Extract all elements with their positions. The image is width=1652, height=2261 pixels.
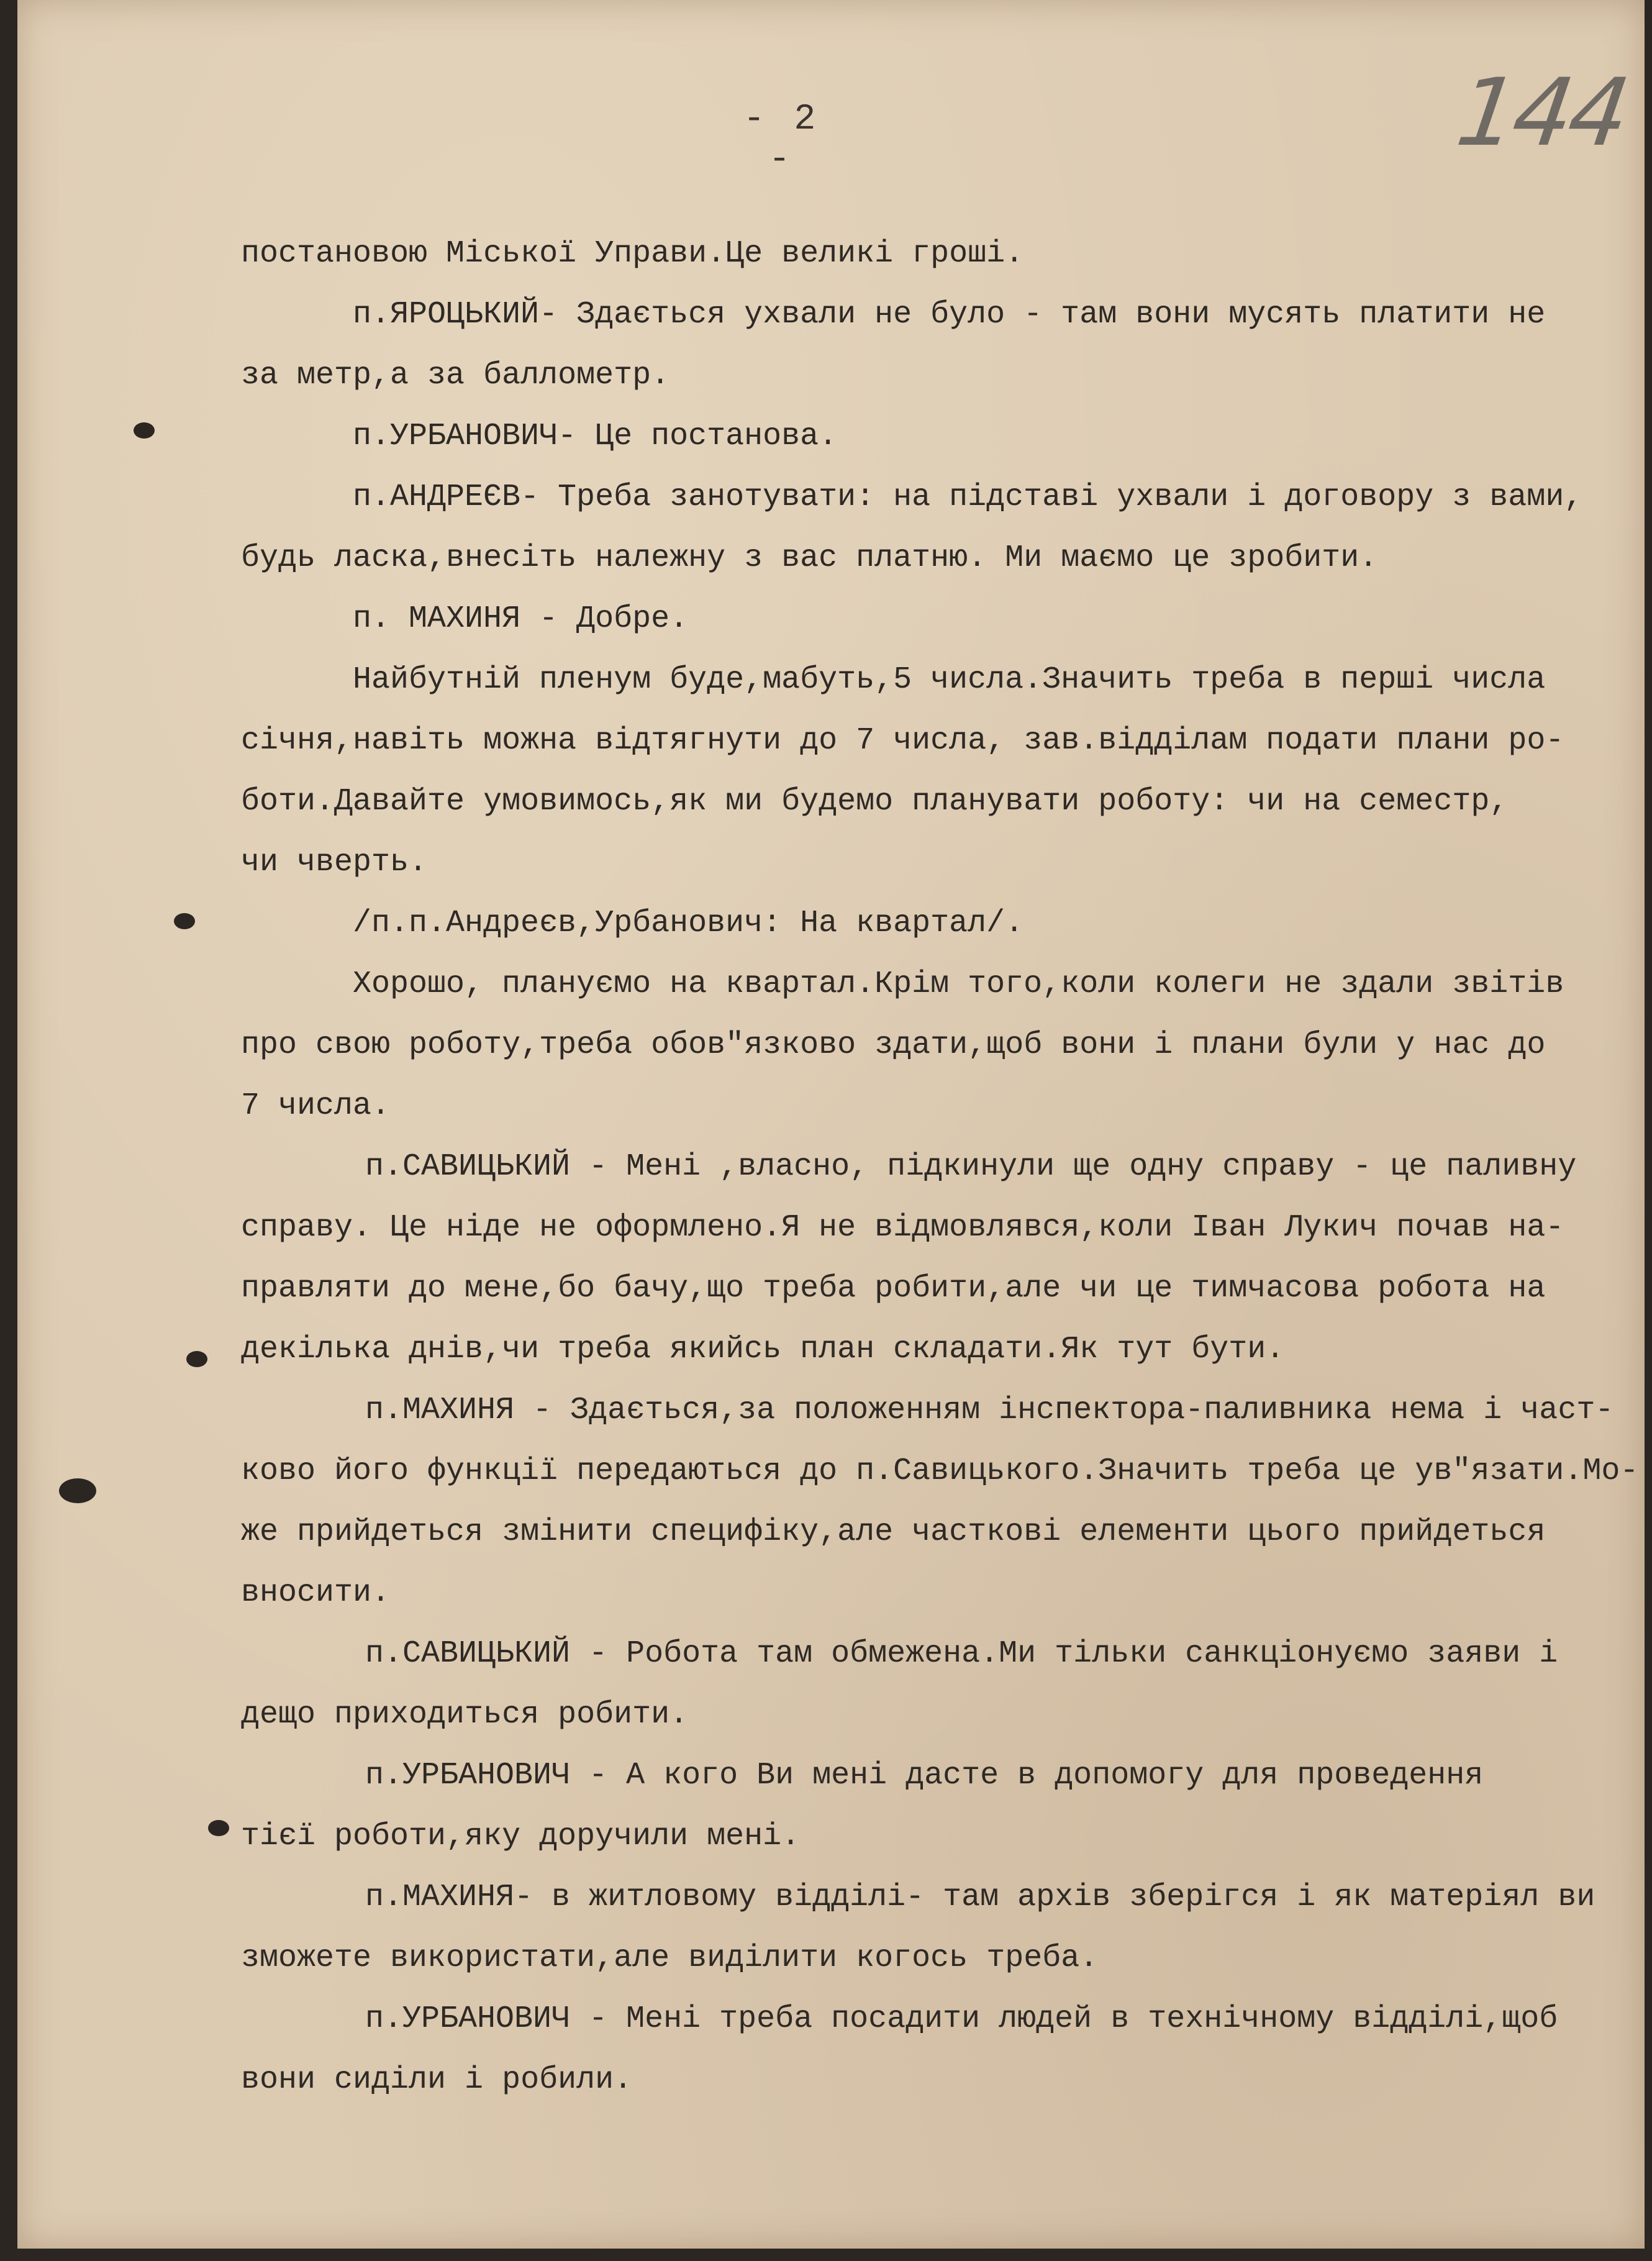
text-line: за метр,а за баллометр.	[241, 358, 670, 393]
text-line: про свою роботу,треба обов"язково здати,щоб вони і плани були у нас до	[241, 1027, 1546, 1063]
text-line: ково його функції передаються до п.Савицького.Значить треба це ув"язати.Мо-	[241, 1454, 1639, 1489]
punch-hole	[174, 913, 195, 929]
text-line: п.АНДРЕЄВ- Треба занотувати: на підставі ухвали і договору з вами,	[353, 480, 1583, 515]
punch-hole	[59, 1478, 96, 1503]
text-line: січня,навіть можна відтягнути до 7 числа, зав.відділам подати плани ро-	[241, 723, 1564, 758]
text-line: Найбутній пленум буде,мабуть,5 числа.Значить треба в перші числа	[353, 662, 1546, 698]
document-body	[241, 224, 1639, 2111]
text-line: же прийдеться змінити специфіку,але часткові елементи цього прийдеться	[241, 1514, 1546, 1550]
text-line: зможете використати,але виділити когось треба.	[241, 1940, 1099, 1976]
text-line: п. МАХИНЯ - Добре.	[353, 601, 689, 637]
punch-hole	[186, 1351, 207, 1367]
text-line: п.УРБАНОВИЧ- Це постанова.	[353, 419, 838, 454]
text-line: справу. Це ніде не оформлено.Я не відмовлявся,коли Іван Лукич почав на-	[241, 1210, 1564, 1245]
text-line: /п.п.Андреєв,Урбанович: На квартал/.	[353, 906, 1024, 941]
text-line: вони сиділи і робили.	[241, 2062, 633, 2098]
text-line: п.УРБАНОВИЧ - Мені треба посадити людей в технічному відділі,щоб	[365, 2001, 1558, 2037]
page-number: - 2 -	[743, 99, 820, 180]
text-line: п.САВИЦЬКИЙ - Робота там обмежена.Ми тільки санкціонуємо заяви і	[365, 1636, 1558, 1672]
text-line: п.ЯРОЦЬКИЙ- Здається ухвали не було - там вони мусять платити не	[353, 297, 1546, 332]
text-line: 7 числа.	[241, 1088, 391, 1124]
archive-page-number: 144	[1450, 59, 1633, 167]
punch-hole	[208, 1820, 229, 1836]
text-line: постановою Міської Управи.Це великі гроші.	[241, 236, 1024, 271]
text-line: п.МАХИНЯ - Здається,за положенням інспектора-паливника нема і част-	[365, 1393, 1614, 1428]
text-line: дещо приходиться робити.	[241, 1697, 689, 1732]
text-line: правляти до мене,бо бачу,що треба робити,але чи це тимчасова робота на	[241, 1271, 1546, 1306]
text-line: п.САВИЦЬКИЙ - Мені ,власно, підкинули ще одну справу - це паливну	[365, 1149, 1577, 1185]
punch-hole	[134, 422, 155, 439]
text-line: тієї роботи,яку доручили мені.	[241, 1819, 801, 1854]
text-line: чи чверть.	[241, 845, 428, 880]
text-line: Хорошо, плануємо на квартал.Крім того,коли колеги не здали звітів	[353, 967, 1564, 1002]
document-page	[17, 0, 1645, 2249]
text-line: боти.Давайте умовимось,як ми будемо планувати роботу: чи на семестр,	[241, 784, 1509, 819]
text-line: будь ласка,внесіть належну з вас платню. Ми маємо це зробити.	[241, 540, 1378, 576]
text-line: п.УРБАНОВИЧ - А кого Ви мені дасте в допомогу для проведення	[365, 1758, 1484, 1793]
text-line: вносити.	[241, 1575, 391, 1611]
text-line: п.МАХИНЯ- в житловому відділі- там архів зберігся і як матеріял ви	[365, 1880, 1595, 1915]
text-line: декілька днів,чи треба якийсь план складати.Як тут бути.	[241, 1332, 1285, 1367]
